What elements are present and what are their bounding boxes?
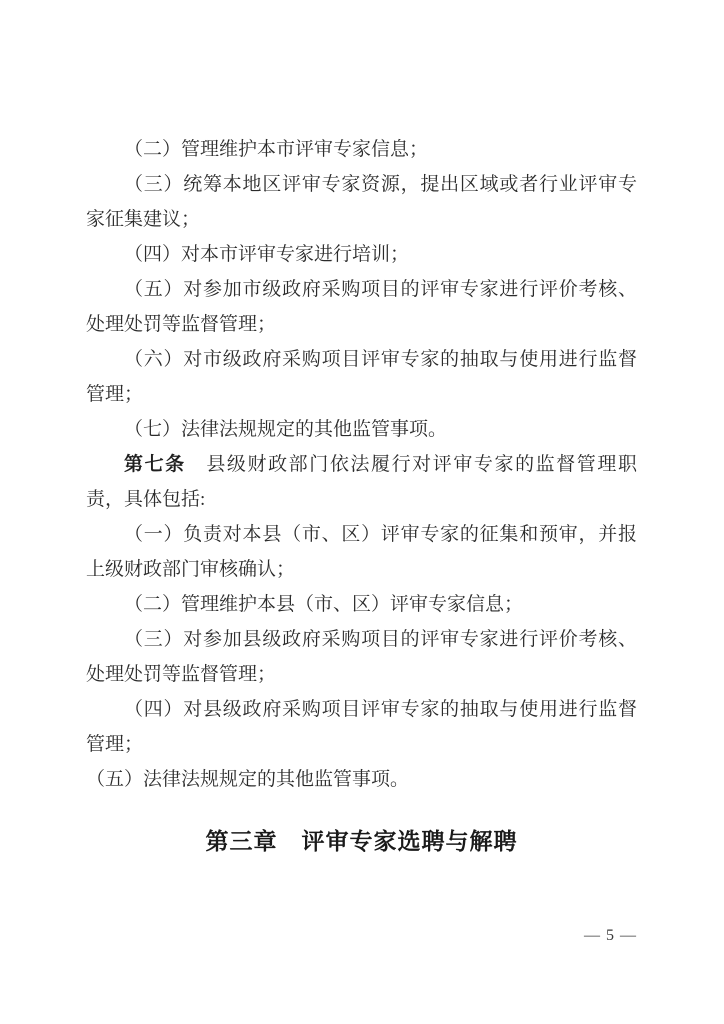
text-line: （六）对市级政府采购项目评审专家的抽取与使用进行监督 bbox=[124, 349, 637, 370]
text-line: （二）管理维护本县（市、区）评审专家信息； bbox=[124, 594, 524, 615]
text-line: 第七条 县级财政部门依法履行对评审专家的监督管理职 bbox=[124, 454, 637, 475]
text-line: 处理处罚等监督管理； bbox=[86, 314, 277, 335]
page-number: — 5 — bbox=[584, 927, 637, 944]
text-line: （五）法律法规规定的其他监管事项。 bbox=[86, 769, 410, 790]
text-lines bbox=[86, 132, 637, 797]
text-line: 上级财政部门审核确认； bbox=[86, 559, 296, 580]
text-line: （一）负责对本县（市、区）评审专家的征集和预审，并报 bbox=[124, 524, 637, 545]
text-line: （二）管理维护本市评审专家信息； bbox=[124, 139, 429, 160]
document-body bbox=[86, 132, 637, 859]
text-line: （三）统筹本地区评审专家资源，提出区域或者行业评审专 bbox=[124, 174, 637, 195]
text-line: 家征集建议； bbox=[86, 209, 201, 230]
text-line: （三）对参加县级政府采购项目的评审专家进行评价考核、 bbox=[124, 629, 637, 650]
text-line: （七）法律法规规定的其他监管事项。 bbox=[124, 419, 448, 440]
text-line: （四）对本市评审专家进行培训； bbox=[124, 244, 410, 265]
text-line: （五）对参加市级政府采购项目的评审专家进行评价考核、 bbox=[124, 279, 637, 300]
text-line: （四）对县级政府采购项目评审专家的抽取与使用进行监督 bbox=[124, 699, 637, 720]
text-line: 管理； bbox=[86, 384, 144, 405]
text-line: 处理处罚等监督管理； bbox=[86, 664, 277, 685]
text-line: 责，具体包括: bbox=[86, 489, 206, 510]
article-number: 第七条 bbox=[124, 454, 186, 475]
text-line: 管理； bbox=[86, 734, 144, 755]
chapter-heading: 第三章 评审专家选聘与解聘 bbox=[205, 828, 518, 854]
